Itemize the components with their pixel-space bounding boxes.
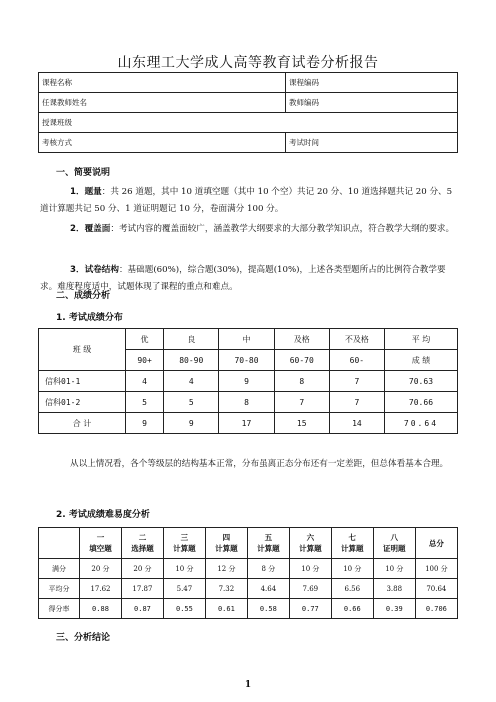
paragraph-label: 2．覆盖面 [70, 224, 111, 234]
table-cell: 10 分 [373, 559, 415, 579]
range-header: 60-70 [274, 350, 329, 371]
section-heading-summary: 一、简要说明 [56, 168, 111, 178]
count-cell: 7 [329, 392, 384, 413]
total-label-cell: 合 计 [39, 413, 126, 434]
table-cell: 10 分 [163, 559, 205, 579]
table-cell: 4.64 [247, 579, 289, 599]
average-header-top: 平 均 [384, 329, 457, 350]
question-header: 三 计算题 [163, 528, 205, 559]
course-info-table [38, 72, 458, 153]
table-cell: 20 分 [80, 559, 122, 579]
paragraph-label: 1．题量 [70, 187, 102, 197]
table-cell: 0.58 [247, 599, 289, 619]
level-header: 及格 [274, 329, 329, 350]
paragraph-label: 3．试卷结构 [70, 265, 119, 275]
page-number: 1 [244, 680, 252, 690]
table-cell: 0.66 [331, 599, 373, 619]
table-cell: 100 分 [415, 559, 457, 579]
table-cell: 0.88 [80, 599, 122, 619]
table-cell: 10 分 [289, 559, 331, 579]
average-cell: 70.63 [384, 371, 457, 392]
range-header: 90+ [126, 350, 164, 371]
grade-distribution-table [38, 328, 458, 434]
table-cell: 0.55 [163, 599, 205, 619]
paragraph-text: ：基础题(60%)，综合题(30%)，提高题(10%)，上述各类型题所占的比例符合教学要求。难度程度适中，试题体现了课程的重点和难点。 [40, 265, 446, 292]
table-cell: 0.87 [121, 599, 163, 619]
count-cell: 4 [164, 371, 219, 392]
table-row [39, 392, 458, 413]
total-header: 总分 [415, 528, 457, 559]
exam-time-label: 考试时间 [286, 133, 458, 153]
count-cell: 9 [219, 371, 274, 392]
question-header: 六 计算题 [289, 528, 331, 559]
count-cell: 14 [329, 413, 384, 434]
table-cell: 17.87 [121, 579, 163, 599]
question-header: 七 计算题 [331, 528, 373, 559]
count-cell: 9 [164, 413, 219, 434]
class-header: 班 级 [39, 329, 126, 371]
table-cell: 0.39 [373, 599, 415, 619]
count-cell: 5 [164, 392, 219, 413]
table-cell: 5.47 [163, 579, 205, 599]
section-heading-grades: 二、成绩分析 [56, 291, 111, 301]
count-cell: 15 [274, 413, 329, 434]
course-name-label: 课程名称 [39, 73, 286, 93]
table-cell: 12 分 [205, 559, 247, 579]
row-label: 满分 [39, 559, 80, 579]
table-cell: 0.77 [289, 599, 331, 619]
row-label: 得分率 [39, 599, 80, 619]
subheading-difficulty: 2. 考试成绩难易度分析 [56, 510, 150, 520]
paragraph-text: ：考试内容的覆盖面较广，涵盖教学大纲要求的大部分教学知识点，符合教学大纲的要求。 [110, 224, 455, 234]
count-cell: 7 [329, 371, 384, 392]
course-code-label: 课程编码 [286, 73, 458, 93]
count-cell: 9 [126, 413, 164, 434]
table-row [39, 579, 458, 599]
table-cell: 3.88 [373, 579, 415, 599]
count-cell: 8 [274, 371, 329, 392]
table-row [39, 599, 458, 619]
class-name-cell: 信科01-1 [39, 371, 126, 392]
paragraph-coverage [40, 221, 460, 238]
blank-header [39, 528, 80, 559]
paragraph-text: 从以上情况看，各个等级层的结构基本正常，分布虽离正态分布还有一定差距，但总体看基本合理。 [70, 459, 449, 469]
teacher-code-label: 教师编码 [286, 93, 458, 113]
level-header: 中 [219, 329, 274, 350]
table-row [39, 559, 458, 579]
paragraph-question-count [40, 184, 460, 218]
table-cell: 0.706 [415, 599, 457, 619]
table-row [39, 371, 458, 392]
question-header: 二 选择题 [121, 528, 163, 559]
question-header: 八 证明题 [373, 528, 415, 559]
count-cell: 7 [274, 392, 329, 413]
level-header: 不及格 [329, 329, 384, 350]
count-cell: 4 [126, 371, 164, 392]
average-cell: 70.66 [384, 392, 457, 413]
teacher-name-label: 任课教师姓名 [39, 93, 286, 113]
table-cell: 17.62 [80, 579, 122, 599]
count-cell: 5 [126, 392, 164, 413]
table-cell: 20 分 [121, 559, 163, 579]
average-cell: 70.64 [384, 413, 457, 434]
section-heading-conclusion: 三、分析结论 [56, 633, 111, 643]
count-cell: 8 [219, 392, 274, 413]
question-header: 一 填空题 [80, 528, 122, 559]
table-cell: 7.32 [205, 579, 247, 599]
table-cell: 70.64 [415, 579, 457, 599]
average-header-bottom: 成 绩 [384, 350, 457, 371]
level-header: 良 [164, 329, 219, 350]
question-header: 五 计算题 [247, 528, 289, 559]
level-header: 优 [126, 329, 164, 350]
exam-mode-label: 考核方式 [39, 133, 286, 153]
table-cell: 10 分 [331, 559, 373, 579]
row-label: 平均分 [39, 579, 80, 599]
paragraph-text: ：共 26 道题，其中 10 道填空题（其中 10 个空）共记 20 分、10 道选择题共记 20 分、5 道计算题共记 50 分、1 道证明题记 10 分，卷面满分 100 分。 [40, 187, 453, 214]
range-header: 70-80 [219, 350, 274, 371]
difficulty-table [38, 527, 458, 619]
table-row [39, 413, 458, 434]
page-title: 山东理工大学成人高等教育试卷分析报告 [117, 55, 379, 71]
subheading-grade-distribution: 1. 考试成绩分布 [56, 313, 123, 323]
table-cell: 8 分 [247, 559, 289, 579]
question-header: 四 计算题 [205, 528, 247, 559]
range-header: 80-90 [164, 350, 219, 371]
range-header: 60- [329, 350, 384, 371]
grade-comment [40, 456, 460, 473]
table-cell: 0.61 [205, 599, 247, 619]
class-label: 授课班级 [39, 113, 458, 133]
table-cell: 6.56 [331, 579, 373, 599]
class-name-cell: 信科01-2 [39, 392, 126, 413]
count-cell: 17 [219, 413, 274, 434]
table-cell: 7.69 [289, 579, 331, 599]
